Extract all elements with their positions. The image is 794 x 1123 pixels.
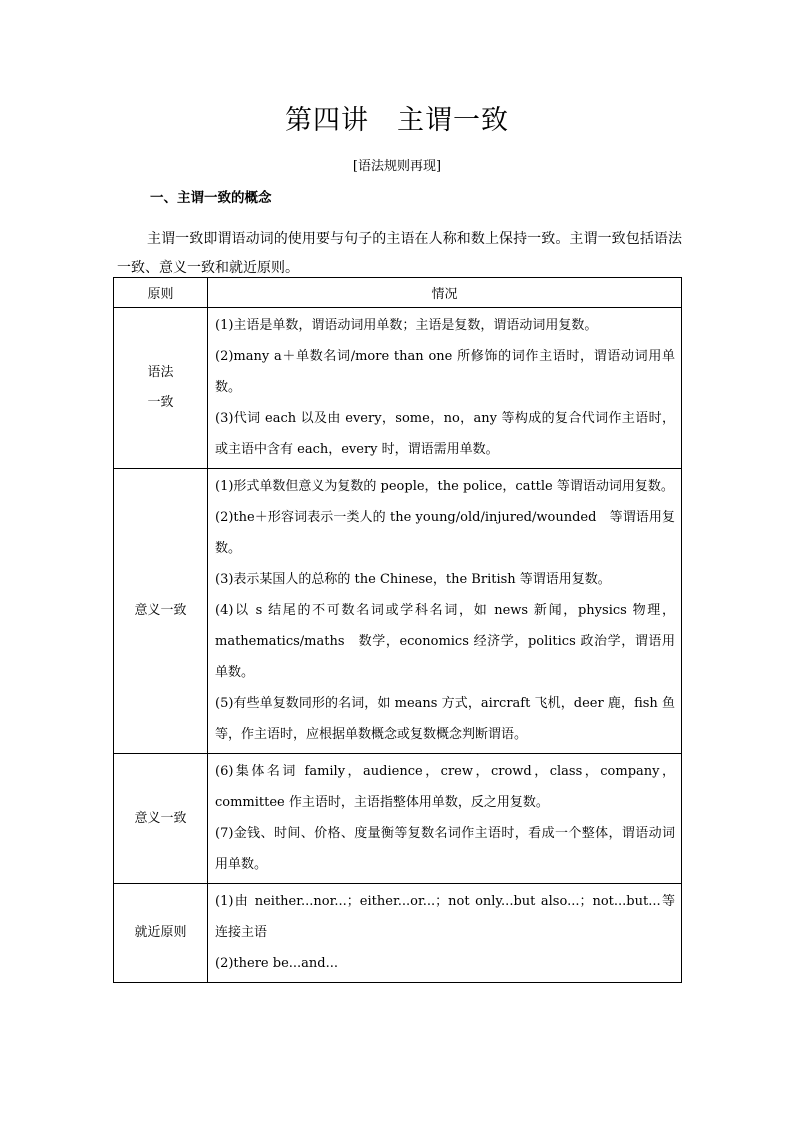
- rule-item: (7)金钱、时间、价格、度量衡等复数名词作主语时，看成一个整体，谓语动词用单数。: [215, 826, 675, 872]
- intro-paragraph: 主谓一致即谓语动词的使用要与句子的主语在人称和数上保持一致。主谓一致包括语法一致、意义一致和就近原则。: [117, 231, 682, 276]
- rule-item: (1)由 neither...nor...；either...or...；not only...but also...；not...but...等连接主语: [215, 894, 675, 940]
- rule-item: (6)集体名词 family，audience，crew，crowd，class，company，committee 作主语时，主语指整体用单数，反之用复数。: [215, 764, 675, 810]
- table-row: [114, 754, 682, 884]
- principle-cell: [114, 308, 208, 469]
- situation-cell: [208, 754, 682, 884]
- rule-item: (1)形式单数但意义为复数的 people，the police，cattle 等谓语动词用复数。: [215, 479, 674, 494]
- table-row: [114, 308, 682, 469]
- rule-item: (2)many a＋单数名词/more than one 所修饰的词作主语时，谓语动词用单数。: [215, 349, 675, 395]
- principle-label: 意义一致: [134, 603, 187, 618]
- rule-item: (2)the＋形容词表示一类人的 the young/old/injured/wounded 等谓语用复数。: [215, 510, 675, 556]
- header-principle: 原则: [114, 278, 208, 308]
- rule-item: (2)there be...and...: [215, 956, 338, 971]
- table-header-row: [114, 278, 682, 308]
- rule-item: (3)表示某国人的总称的 the Chinese，the British 等谓语用复数。: [215, 572, 611, 587]
- principle-label: 一致: [147, 395, 174, 410]
- rule-item: (4)以 s 结尾的不可数名词或学科名词，如 news 新闻，physics 物理，mathematics/maths 数学，economics 经济学，politics 政治学，谓语用单数。: [215, 603, 675, 680]
- header-situation: 情况: [208, 278, 682, 308]
- principle-label: 意义一致: [134, 810, 187, 826]
- principle-label: 就近原则: [134, 925, 187, 940]
- rule-item: (3)代词 each 以及由 every，some，no，any 等构成的复合代词作主语时，或主语中含有 each，every 时，谓语需用单数。: [215, 411, 675, 457]
- rule-item: (5)有些单复数同形的名词，如 means 方式，aircraft 飞机，deer 鹿，fish 鱼等，作主语时，应根据单数概念或复数概念判断谓语。: [215, 696, 675, 742]
- situation-cell: [208, 884, 682, 983]
- section-subtitle: [语法规则再现]: [352, 159, 442, 174]
- grammar-rules-table: [113, 277, 682, 983]
- principle-cell: [114, 754, 208, 884]
- table-row: [114, 469, 682, 754]
- situation-cell: [208, 308, 682, 469]
- page-title: 第四讲 主谓一致: [285, 105, 509, 136]
- principle-cell: [114, 884, 208, 983]
- rule-item: (1)主语是单数，谓语动词用单数；主语是复数，谓语动词用复数。: [215, 318, 598, 333]
- principle-label: 语法: [147, 365, 174, 380]
- principle-cell: [114, 469, 208, 754]
- table-row: [114, 884, 682, 983]
- section-heading: 一、主谓一致的概念: [150, 190, 272, 206]
- situation-cell: [208, 469, 682, 754]
